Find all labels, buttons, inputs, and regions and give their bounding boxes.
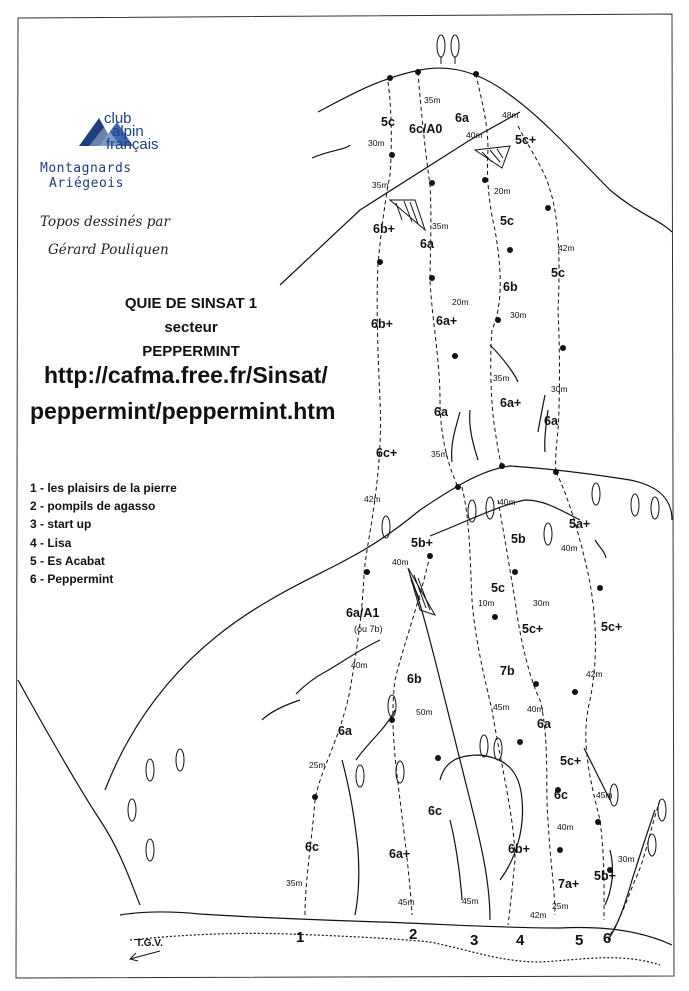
legend-item: 6 - Peppermint [30, 572, 114, 587]
url-line-2: peppermint/peppermint.htm [30, 398, 336, 424]
url-line-1: http://cafma.free.fr/Sinsat/ [44, 362, 328, 388]
club-line-2: alpin [112, 123, 144, 140]
grade-label: 5c+ [515, 133, 537, 147]
overhang-2 [475, 146, 510, 168]
length-label: 20m [494, 186, 511, 196]
grade-label: 6a [338, 724, 352, 738]
subclub-line-1: Montagnards [40, 161, 132, 176]
grade-label: 6c [428, 804, 442, 818]
route-start-number: 1 [296, 929, 305, 946]
route-start-number: 3 [470, 932, 479, 949]
length-label: 30m [551, 384, 568, 394]
middle-ledge [105, 466, 672, 790]
length-label: 25m [552, 901, 569, 911]
grade-label: 5c [491, 581, 505, 595]
route-line-6 [610, 800, 660, 935]
direction-label: T.G.V. [136, 938, 163, 949]
tree-icon [437, 35, 459, 64]
grade-label: 6b+ [371, 317, 393, 331]
grade-label: 6b+ [373, 222, 395, 236]
length-label: 40m [561, 543, 578, 553]
grade-label: 6a [420, 237, 434, 251]
grade-label: 7b [500, 664, 515, 678]
legend-item: 3 - start up [30, 517, 92, 532]
legend-item: 5 - Es Acabat [30, 553, 105, 568]
credits [40, 208, 170, 264]
grade-label: 6b [407, 672, 422, 686]
length-label: 35m [286, 878, 303, 888]
overhang-3 [408, 568, 435, 615]
route-legend [30, 479, 177, 588]
lower-slab-edge [410, 575, 490, 920]
length-label: 45m [596, 790, 613, 800]
length-label: 50m [416, 707, 433, 717]
length-label: 25m [309, 760, 326, 770]
tree-icon [610, 784, 666, 856]
credit-line-1: Topos dessinés par [40, 214, 170, 230]
lower-pillar-left [440, 755, 523, 880]
grade-label: 6a+ [436, 314, 458, 328]
length-label: 40m [557, 822, 574, 832]
title-line-3: PEPPERMINT [142, 343, 240, 360]
length-label: 42m [558, 243, 575, 253]
route-start-number: 2 [409, 926, 418, 943]
upper-ledge-line [312, 145, 350, 158]
length-label: 45m [398, 897, 415, 907]
length-label: 35m [372, 180, 389, 190]
length-label: 40m [392, 557, 409, 567]
grade-label: 6a+ [389, 847, 411, 861]
credit-line-2: Gérard Pouliquen [48, 242, 169, 258]
subclub-name [40, 161, 132, 191]
route-start-number: 5 [575, 932, 584, 949]
tree-icon [356, 695, 404, 787]
grade-label: 5c [500, 214, 514, 228]
grade-label: 6a+ [500, 396, 522, 410]
length-label: 40m [527, 704, 544, 714]
length-label: 45m [493, 702, 510, 712]
legend-item: 1 - les plaisirs de la pierre [30, 481, 177, 495]
legend-item: 2 - pompils de agasso [30, 499, 156, 514]
length-label: 40m [351, 660, 368, 670]
length-label: 35m [493, 373, 510, 383]
length-label: 35m [424, 95, 441, 105]
grade-label: 5c [381, 115, 395, 129]
grade-label: 6c+ [376, 446, 398, 460]
tree-icon [128, 749, 184, 861]
length-label: 40m [499, 497, 516, 507]
grade-label: 6a [537, 717, 551, 731]
grade-label: 6c [554, 788, 568, 802]
lower-crack-6 [595, 540, 606, 558]
diagonal-ramp [280, 112, 520, 285]
lower-crack-2 [262, 700, 300, 720]
crack-upper-2 [452, 412, 460, 462]
grade-label: 5c+ [522, 622, 544, 636]
length-label: 20m [452, 297, 469, 307]
grade-label: 7a+ [558, 877, 580, 891]
length-label: 30m [533, 598, 550, 608]
length-label: 42m [530, 910, 547, 920]
route-start-number: 4 [516, 932, 525, 949]
title-line-2: secteur [164, 319, 218, 336]
route-line-2 [393, 555, 430, 915]
tree-icon [592, 483, 659, 519]
length-label: 42m [364, 494, 381, 504]
club-line-3: français [106, 136, 159, 153]
length-label: 45m [462, 896, 479, 906]
grade-label: 5c+ [601, 620, 623, 634]
route-start-number: 6 [603, 930, 612, 947]
grade-label: 6b+ [508, 842, 530, 856]
length-label: 40m [466, 130, 483, 140]
overhang-1 [390, 200, 425, 230]
grade-label: 5b [511, 532, 526, 546]
title-line-1: QUIE DE SINSAT 1 [124, 295, 258, 312]
length-label: 42m [586, 669, 603, 679]
club-name [104, 112, 159, 151]
grade-label: 5c+ [560, 754, 582, 768]
grade-label: 5c [551, 266, 565, 280]
lower-crack-3 [356, 710, 395, 760]
tgv-arrow [130, 951, 160, 961]
length-label: 10m [478, 598, 495, 608]
length-label: 30m [368, 138, 385, 148]
lower-crack-5 [450, 820, 462, 900]
alt-grade-label: (ou 7b) [354, 624, 383, 634]
crack-upper-1 [470, 410, 478, 460]
tree-icon [480, 735, 502, 760]
grade-label: 6a [455, 111, 469, 125]
grade-label: 6a [544, 414, 558, 428]
legend-item: 4 - Lisa [30, 535, 72, 550]
grade-label: 6b [503, 280, 518, 294]
length-label: 35m [431, 449, 448, 459]
upper-cliff-outline [318, 68, 672, 232]
grade-label: 6c [305, 840, 319, 854]
grade-label: 6a/A1 [346, 606, 380, 620]
length-label: 48m [502, 110, 519, 120]
length-label: 30m [618, 854, 635, 864]
grade-label: 6a [434, 405, 448, 419]
length-label: 35m [432, 221, 449, 231]
club-line-1: club [104, 110, 132, 127]
grade-label: 6c/A0 [409, 122, 443, 136]
subclub-line-2: Ariégeois [49, 176, 124, 191]
grade-label: 5b+ [411, 536, 433, 550]
length-label: 30m [510, 310, 527, 320]
grade-label: 5a+ [569, 517, 591, 531]
grade-label: 5b+ [594, 869, 616, 883]
left-bulge [18, 680, 140, 905]
page-title [96, 292, 286, 364]
ground-line [120, 912, 672, 945]
route-line-5 [556, 472, 604, 920]
lower-crack-4 [342, 760, 359, 915]
